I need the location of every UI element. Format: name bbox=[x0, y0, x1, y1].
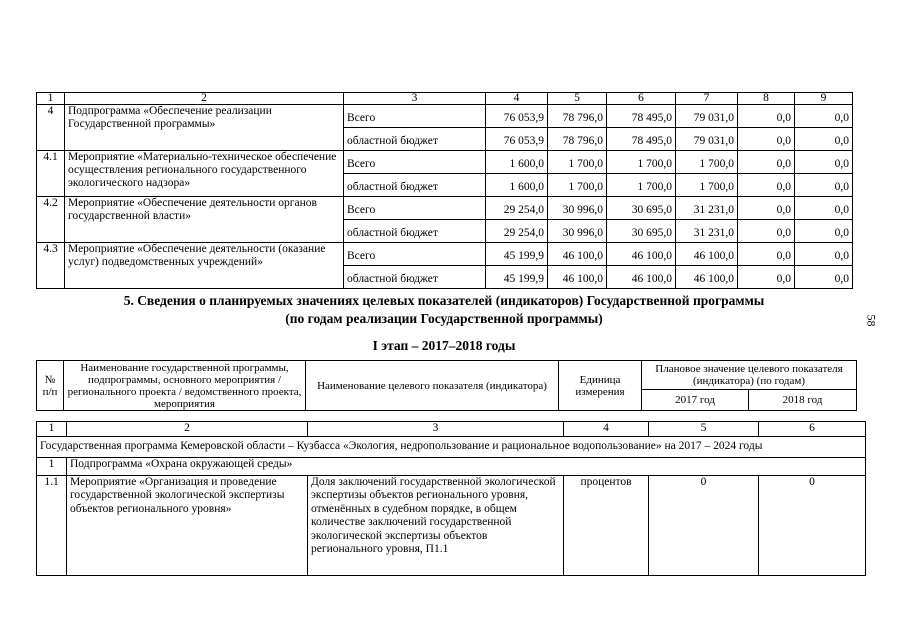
budget-value: 0,0 bbox=[738, 220, 795, 243]
col-number: 5 bbox=[548, 93, 607, 105]
budget-value: 0,0 bbox=[738, 151, 795, 174]
budget-value: 0,0 bbox=[795, 197, 853, 220]
budget-value: 30 996,0 bbox=[548, 220, 607, 243]
budget-value: 0,0 bbox=[738, 197, 795, 220]
budget-value: 1 700,0 bbox=[607, 151, 676, 174]
budget-value: 76 053,9 bbox=[486, 105, 548, 128]
table-row bbox=[37, 243, 853, 266]
funding-source: областной бюджет bbox=[344, 220, 486, 243]
budget-value: 0,0 bbox=[738, 128, 795, 151]
section-title: 5. Сведения о планируемых значениях целевых показателей (индикаторов) Государственной программы bbox=[123, 293, 765, 308]
budget-value: 78 495,0 bbox=[607, 128, 676, 151]
budget-value: 1 700,0 bbox=[548, 174, 607, 197]
col-number: 4 bbox=[486, 93, 548, 105]
budget-value: 29 254,0 bbox=[486, 197, 548, 220]
header-num: № п/п bbox=[37, 361, 64, 411]
budget-value: 1 700,0 bbox=[607, 174, 676, 197]
col-number: 7 bbox=[676, 93, 738, 105]
col-number: 8 bbox=[738, 93, 795, 105]
budget-value: 0,0 bbox=[738, 105, 795, 128]
row-indicator: Доля заключений государственной экологической экспертизы объектов регионального уровня, отменённых в судебном порядке, в общем количестве заключений государственной экологической экспертизы объектов регионального уровня, П1.1 bbox=[308, 475, 564, 575]
budget-table bbox=[36, 92, 853, 289]
col-number: 2 bbox=[65, 93, 344, 105]
budget-value: 1 700,0 bbox=[676, 174, 738, 197]
budget-value: 30 996,0 bbox=[548, 197, 607, 220]
budget-value: 46 100,0 bbox=[676, 243, 738, 266]
col-number: 6 bbox=[759, 422, 866, 437]
section-subtitle: (по годам реализации Государственной программы) bbox=[285, 311, 603, 326]
budget-value: 1 700,0 bbox=[676, 151, 738, 174]
table-row bbox=[37, 197, 853, 220]
budget-value: 46 100,0 bbox=[607, 243, 676, 266]
budget-value: 31 231,0 bbox=[676, 220, 738, 243]
budget-value: 76 053,9 bbox=[486, 128, 548, 151]
budget-value: 79 031,0 bbox=[676, 105, 738, 128]
column-number-row bbox=[37, 93, 853, 105]
row-value-2018: 0 bbox=[759, 475, 866, 575]
budget-value: 0,0 bbox=[795, 266, 853, 289]
column-number-row bbox=[37, 422, 866, 437]
col-number: 1 bbox=[37, 93, 65, 105]
indicator-table-header bbox=[36, 360, 857, 411]
subprogram-name: Подпрограмма «Охрана окружающей среды» bbox=[67, 457, 866, 475]
budget-value: 0,0 bbox=[795, 243, 853, 266]
program-row bbox=[37, 436, 866, 457]
funding-source: Всего bbox=[344, 151, 486, 174]
header-indicator: Наименование целевого показателя (индикатора) bbox=[306, 361, 559, 411]
budget-value: 0,0 bbox=[795, 105, 853, 128]
row-name: Мероприятие «Организация и проведение государственной экологической экспертизы объектов регионального уровня» bbox=[67, 475, 308, 575]
funding-source: Всего bbox=[344, 197, 486, 220]
funding-source: Всего bbox=[344, 243, 486, 266]
program-name: Государственная программа Кемеровской области – Кузбасса «Экология, недропользование и рациональное водопользование» на 2017 – 2024 годы bbox=[37, 436, 866, 457]
row-unit: процентов bbox=[564, 475, 649, 575]
budget-value: 0,0 bbox=[738, 266, 795, 289]
row-num: 4.1 bbox=[37, 151, 65, 197]
budget-value: 31 231,0 bbox=[676, 197, 738, 220]
header-unit: Единица измерения bbox=[559, 361, 642, 411]
header-plan: Плановое значение целевого показателя (индикатора) (по годам) bbox=[642, 361, 857, 390]
budget-value: 0,0 bbox=[795, 220, 853, 243]
budget-value: 29 254,0 bbox=[486, 220, 548, 243]
header-name: Наименование государственной программы, подпрограммы, основного мероприятия / регионального проекта / ведомственного проекта, мероприятия bbox=[64, 361, 306, 411]
col-number: 3 bbox=[344, 93, 486, 105]
budget-value: 30 695,0 bbox=[607, 220, 676, 243]
table-row bbox=[37, 105, 853, 128]
col-number: 9 bbox=[795, 93, 853, 105]
budget-value: 46 100,0 bbox=[676, 266, 738, 289]
budget-value: 0,0 bbox=[738, 243, 795, 266]
budget-value: 30 695,0 bbox=[607, 197, 676, 220]
subprogram-row bbox=[37, 457, 866, 475]
budget-value: 46 100,0 bbox=[548, 243, 607, 266]
budget-value: 79 031,0 bbox=[676, 128, 738, 151]
row-num: 4.3 bbox=[37, 243, 65, 289]
col-number: 3 bbox=[308, 422, 564, 437]
header-year-2018: 2018 год bbox=[749, 390, 857, 411]
funding-source: областной бюджет bbox=[344, 128, 486, 151]
subprogram-num: 1 bbox=[37, 457, 67, 475]
budget-value: 46 100,0 bbox=[607, 266, 676, 289]
row-value-2017: 0 bbox=[649, 475, 759, 575]
budget-value: 45 199,9 bbox=[486, 243, 548, 266]
table-row bbox=[37, 151, 853, 174]
funding-source: областной бюджет bbox=[344, 266, 486, 289]
page-number: 58 bbox=[864, 314, 879, 327]
header-year-2017: 2017 год bbox=[642, 390, 749, 411]
row-name: Мероприятие «Обеспечение деятельности органов государственной власти» bbox=[65, 197, 344, 243]
col-number: 6 bbox=[607, 93, 676, 105]
funding-source: Всего bbox=[344, 105, 486, 128]
row-num: 4 bbox=[37, 105, 65, 151]
row-num: 1.1 bbox=[37, 475, 67, 575]
budget-value: 0,0 bbox=[795, 151, 853, 174]
col-number: 5 bbox=[649, 422, 759, 437]
stage-title: I этап – 2017–2018 годы bbox=[372, 338, 516, 353]
row-name: Мероприятие «Материально-техническое обеспечение осуществления регионального государственного экологического надзора» bbox=[65, 151, 344, 197]
funding-source: областной бюджет bbox=[344, 174, 486, 197]
budget-value: 1 600,0 bbox=[486, 174, 548, 197]
budget-value: 46 100,0 bbox=[548, 266, 607, 289]
budget-value: 0,0 bbox=[795, 174, 853, 197]
budget-value: 0,0 bbox=[738, 174, 795, 197]
col-number: 2 bbox=[67, 422, 308, 437]
budget-value: 1 600,0 bbox=[486, 151, 548, 174]
row-num: 4.2 bbox=[37, 197, 65, 243]
col-number: 4 bbox=[564, 422, 649, 437]
row-name: Мероприятие «Обеспечение деятельности (оказание услуг) подведомственных учреждений» bbox=[65, 243, 344, 289]
budget-value: 78 796,0 bbox=[548, 105, 607, 128]
budget-value: 78 796,0 bbox=[548, 128, 607, 151]
row-name: Подпрограмма «Обеспечение реализации Государственной программы» bbox=[65, 105, 344, 151]
budget-value: 1 700,0 bbox=[548, 151, 607, 174]
budget-value: 78 495,0 bbox=[607, 105, 676, 128]
col-number: 1 bbox=[37, 422, 67, 437]
indicator-table bbox=[36, 421, 866, 576]
table-row bbox=[37, 475, 866, 575]
budget-value: 45 199,9 bbox=[486, 266, 548, 289]
budget-value: 0,0 bbox=[795, 128, 853, 151]
